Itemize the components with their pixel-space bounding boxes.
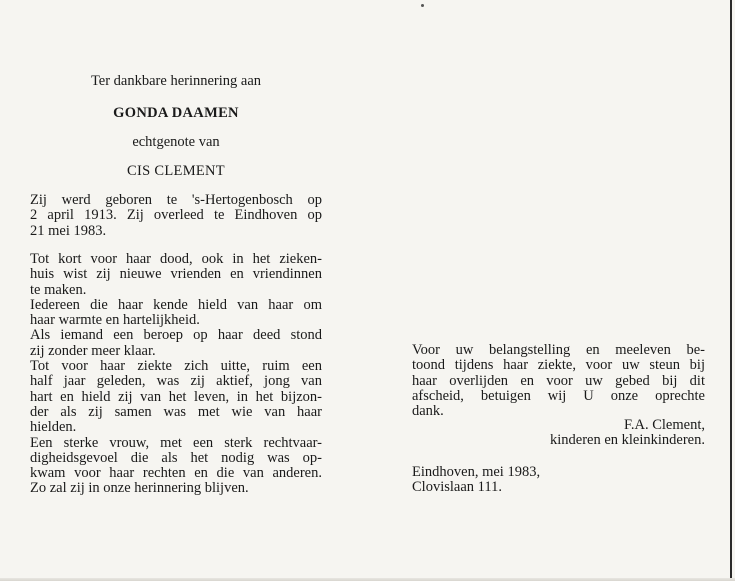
street-address: Clovislaan 111. (412, 479, 502, 495)
card-right-edge (730, 0, 732, 581)
birth-paragraph (30, 193, 322, 239)
memory-line: hielden. (30, 419, 77, 436)
thanks-line: afscheid, betuigen wij U onze oprechte (412, 387, 705, 404)
thanks-line: dank. (412, 403, 444, 420)
memory-line: Als iemand een beroep op haar deed stond (30, 327, 322, 344)
memory-line: Tot kort voor haar dood, ook in het zieken- (30, 251, 322, 267)
thanks-line: toond tijdens haar ziekte, voor uw steun bij (412, 357, 705, 374)
deceased-name: GONDA DAAMEN (113, 105, 239, 121)
memory-line: Iedereen die haar kende hield van haar om (30, 296, 322, 313)
memory-line: te maken. (30, 281, 87, 298)
memory-line: kwam voor haar rechten en die van anderen. (30, 465, 322, 482)
thanks-line: haar overlijden en voor uw gebed bij dit (412, 372, 705, 389)
thanks-paragraph (412, 343, 705, 419)
memory-line: hart en hield zij van het leven, in het bijzon- (30, 388, 322, 405)
spouse-name: CIS CLEMENT (127, 163, 225, 179)
birth-line: Zij werd geboren te 's-Hertogenbosch op (30, 192, 322, 208)
birth-line: 21 mei 1983. (30, 222, 107, 239)
intro-line: Ter dankbare herinnering aan (90, 73, 262, 89)
signature-name: F.A. Clement, (623, 417, 705, 433)
paper-speck (421, 4, 424, 7)
memory-line: half jaar geleden, was zij aktief, jong van (30, 373, 322, 390)
birth-line: 2 april 1913. Zij overleed te Eindhoven op (30, 207, 322, 224)
memory-line: Tot voor haar ziekte zich uitte, ruim een (30, 358, 322, 375)
thanks-line: Voor uw belangstelling en meeleven be- (412, 342, 705, 358)
signature-family: kinderen en kleinkinderen. (549, 432, 705, 448)
place-date: Eindhoven, mei 1983, (412, 464, 541, 480)
memory-line: zij zonder meer klaar. (30, 342, 156, 359)
memory-line: der als zij samen was met wie van haar (30, 403, 322, 420)
memory-line: digheidsgevoel die als het nodig was op- (30, 449, 322, 466)
memory-line: Zo zal zij in onze herinnering blijven. (30, 480, 249, 497)
memory-line: huis wist zij nieuwe vrienden en vriendinnen (30, 266, 322, 283)
relation-line: echtgenote van (132, 134, 220, 150)
memory-paragraph (30, 252, 322, 497)
memory-line: Een sterke vrouw, met een sterk rechtvaar- (30, 434, 322, 451)
memory-line: haar warmte en hartelijkheid. (30, 312, 200, 329)
